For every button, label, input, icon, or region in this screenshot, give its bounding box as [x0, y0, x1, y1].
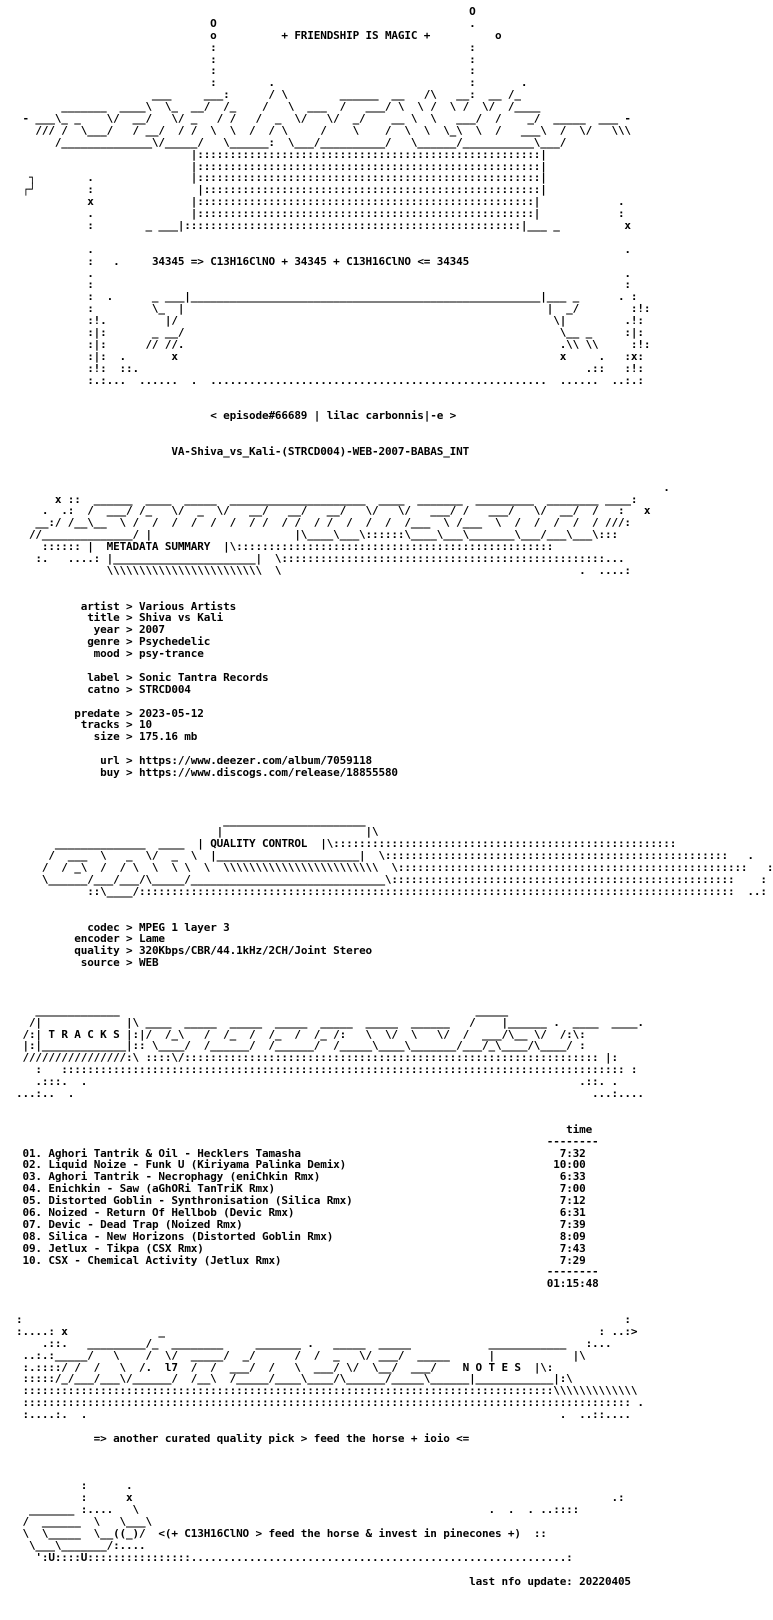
- ascii-art-line: ..:.:_____/ \ / \/ _____/ _/ / / _ \/ ___/ _____ | |\: [16, 1348, 586, 1362]
- ascii-art-line: //______________/ | |\____\___\::::::\____\___\_______\___/___\___\:::: [16, 528, 618, 542]
- track-number: 02.: [22, 1158, 42, 1172]
- track-title: Liquid Noize - Funk U (Kiriyama Palinka Demix): [48, 1158, 347, 1172]
- spacer-line: [16, 803, 648, 815]
- track-title: Aghori Tantrik & Oil - Hecklers Tamasha: [48, 1146, 301, 1160]
- formula-text-line: : . 34345 => C13H16ClNO + 34345 + C13H16ClNO <= 34345: [16, 254, 470, 268]
- quality-row: encoder > Lame: [74, 932, 165, 946]
- spacer-line: [16, 898, 648, 910]
- track-time: 10:00: [553, 1158, 586, 1172]
- ascii-art-line: .::. _________/_ ________ _______ . _____ _____ ____________ :...: [16, 1336, 612, 1350]
- spacer-line: [16, 1457, 648, 1469]
- episode-text-line: [16, 410, 648, 422]
- quality-row: quality > 320Kbps/CBR/44.1kHz/2CH/Joint Stereo: [74, 944, 373, 958]
- metadata-row: label > Sonic Tantra Records: [87, 670, 269, 684]
- metadata-value: psy-trance: [138, 647, 204, 661]
- track-time: 8:09: [559, 1229, 586, 1243]
- ascii-art-line: - ___\_ _ \/ __/ \/ _ / / / _ \/ \/ _/ __ \ \ ___/ / _/ _____ ___ -: [16, 112, 631, 126]
- metadata-row: year > 2007: [93, 623, 165, 637]
- metadata-value: Psychedelic: [139, 635, 211, 649]
- notes-text-line: [16, 1433, 648, 1445]
- spacer-line: [16, 981, 648, 993]
- ascii-art-line: _______ ____\ \_ __/ /_ / \ ___ / ___/ \ \ / \ / \/ /____: [16, 100, 541, 114]
- tracklist-header-line: [16, 1124, 648, 1136]
- ascii-art-line: : . : .: [16, 76, 528, 90]
- metadata-key: buy: [100, 766, 120, 779]
- metadata-key: title: [87, 611, 120, 625]
- spacer-line: [16, 470, 648, 482]
- quality-header-line: ______________ ____ | QUALITY CONTROL |\:::::::::::::::::::::::::::::::::::::::::::::::::::::: [16, 837, 677, 851]
- track-number: 01.: [22, 1146, 42, 1160]
- metadata-row: predate > 2023-05-12: [74, 706, 204, 720]
- ascii-art-line: ┌┘ : |::::::::::::::::::::::::::::::::::::::::::::::::::::|: [16, 183, 547, 197]
- track-time: 7:43: [559, 1241, 586, 1255]
- ascii-art-line: x :: ______ ____ _____ _____________________ ____ _______ _________ ________ ____:: [16, 492, 638, 506]
- ascii-art-line: : . _ ___|______________________________________________________|___ _ . :: [16, 290, 638, 304]
- metadata-row: mood > psy-trance: [93, 647, 204, 661]
- ascii-art-line: . .: [16, 242, 631, 256]
- release-name: VA-Shiva_vs_Kali-(STRCD004)-WEB-2007-BABAS_INT: [171, 444, 470, 458]
- ascii-art-line: ___ ___: / \ ______ __ /\ __: __ /_: [16, 88, 521, 102]
- spacer-line: [16, 1100, 648, 1112]
- metadata-value: Sonic Tantra Records: [139, 670, 269, 684]
- ascii-art-line: \\\\\\\\\\\\\\\\\\\\\\\\ \ . ....:: [16, 563, 631, 577]
- spacer-line: [16, 577, 648, 589]
- spacer-line: [16, 791, 648, 803]
- quality-section-title: QUALITY CONTROL: [210, 837, 308, 851]
- ascii-art-line: |:|_____________|:: \____/ /______/ /______/ /_____\____\_______/___/_\____/\____/ :: [16, 1039, 586, 1053]
- ascii-art-line: : :: [16, 52, 476, 66]
- ascii-art-line: :::::::::::::::::::::::::::::::::::::::::::::::::::::::::::::::::::::::::::::::::::::::::::::: .: [16, 1396, 644, 1410]
- quality-value: 320Kbps/CBR/44.1kHz/2CH/Joint Stereo: [139, 944, 373, 958]
- track-number: 08.: [22, 1229, 42, 1243]
- metadata-row: url > https://www.deezer.com/album/7059118: [100, 754, 373, 768]
- quality-value: WEB: [139, 956, 159, 970]
- track-number: 09.: [22, 1241, 42, 1255]
- track-title: CSX - Chemical Activity (Jetlux Rmx): [48, 1253, 282, 1267]
- ascii-art-line: :!. |/ \| .!:: [16, 314, 644, 328]
- ascii-art-line: --------: [16, 1265, 599, 1279]
- ascii-art-line: : .: [16, 1479, 133, 1493]
- metadata-value: 2007: [138, 623, 165, 637]
- header-tagline-line: o + FRIENDSHIP IS MAGIC + o: [16, 28, 502, 42]
- spacer-line: [16, 458, 648, 470]
- release-name-line: [16, 446, 648, 458]
- quality-value: Lame: [139, 932, 165, 946]
- ascii-art-line: : ::::::::::::::::::::::::::::::::::::::::::::::::::::::::::::::::::::::::::::::::::::::: :: [16, 1063, 638, 1077]
- quality-key: quality: [74, 944, 120, 958]
- ascii-art-line: .: [16, 480, 670, 494]
- ascii-art-line: ______________________: [16, 813, 366, 827]
- notes-section-title: N O T E S: [462, 1360, 521, 1374]
- total-time: 01:15:48: [546, 1277, 599, 1291]
- track-number: 07.: [22, 1217, 42, 1231]
- quality-value: MPEG 1 layer 3: [139, 920, 230, 934]
- footer-line: <(+ C13H16ClNO > feed the horse & invest in pinecones +): [158, 1527, 521, 1540]
- track-time: 7:12: [559, 1194, 586, 1208]
- spacer-line: [16, 1290, 648, 1302]
- track-number: 04.: [22, 1182, 42, 1196]
- ascii-art-line: ////////////////:\ ::::\/:::::::::::::::::::::::::::::::::::::::::::::::::::::::::::::::: |:: [16, 1051, 618, 1065]
- ascii-art-line: : x .:: [16, 1491, 625, 1505]
- ascii-art-line: / ______ \ \___\: [16, 1515, 152, 1529]
- quality-key: codec: [87, 920, 120, 934]
- metadata-value: 175.16 mb: [138, 730, 198, 744]
- ascii-art-line: O: [16, 5, 476, 18]
- metadata-key: genre: [87, 635, 120, 649]
- ascii-art-line: . .: / ___/ /_ \/ _ \/ __/ __/ __/ \/ \/ ___/ / ___/ \/ __/ / : x: [16, 504, 651, 518]
- metadata-row: tracks > 10: [80, 718, 152, 732]
- track-title: Aghori Tantrik - Necrophagy (eniChkin Rmx): [48, 1170, 321, 1184]
- total-time-line: [16, 1278, 648, 1290]
- track-title: Jetlux - Tikpa (CSX Rmx): [48, 1241, 204, 1255]
- track-number: 10.: [22, 1253, 42, 1267]
- tracklist-header-time: time: [566, 1122, 593, 1136]
- metadata-key: predate: [74, 706, 120, 720]
- ascii-art-line: :|: // //. .\\ \\ :!:: [16, 337, 651, 351]
- ascii-art-line: : :: [16, 1312, 631, 1326]
- ascii-art-line: /| |\ ____ _____ _____ _____ _____ _____ ______ / |______ . ____ ____.: [16, 1015, 644, 1029]
- last-update-line: [16, 1576, 648, 1588]
- ascii-art-line: : \_ | | _/ :!:: [16, 302, 651, 316]
- track-title: Devic - Dead Trap (Noized Rmx): [48, 1217, 243, 1231]
- quality-row: codec > MPEG 1 layer 3: [87, 920, 230, 934]
- track-number: 06.: [22, 1205, 42, 1219]
- metadata-row: buy > https://www.discogs.com/release/18855580: [100, 766, 398, 779]
- ascii-art-line: \___\_______/:....: [16, 1538, 146, 1552]
- spacer-line: [16, 1112, 648, 1124]
- metadata-value: 10: [139, 718, 152, 732]
- ascii-art-line: ::::::::::::::::::::::::::::::::::::::::::::::::::::::::::::::::::::::::::::::::::\\\\\\\\\\\\\: [16, 1384, 638, 1398]
- track-number: 03.: [22, 1170, 42, 1184]
- quality-row: source > WEB: [80, 956, 159, 970]
- metadata-section-title: METADATA SUMMARY: [106, 540, 211, 554]
- ascii-art-line: :....:. . . ..::....: [16, 1408, 631, 1422]
- footer-text-line: \ \_____ \__((_)/ <(+ C13H16ClNO > feed the horse & invest in pinecones +) ::: [16, 1527, 547, 1540]
- tracks-section-title: T R A C K S: [48, 1027, 120, 1041]
- track-title: Distorted Goblin - Synthronisation (Silica Rmx): [48, 1194, 353, 1208]
- track-time: 7:39: [559, 1217, 586, 1231]
- ascii-art-line: _____________ _____: [16, 1003, 508, 1017]
- ascii-art-line: : _ ___|::::::::::::::::::::::::::::::::::::::::::::::::::::|___ _ x: [16, 219, 631, 233]
- ascii-art-line: |:::::::::::::::::::::::::::::::::::::::::::::::::::::|: [16, 147, 547, 161]
- ascii-art-line: :.:... ...... . .................................................... ...... ..:.:: [16, 373, 644, 387]
- ascii-art-line: :|: . x x . :x:: [16, 349, 644, 363]
- metadata-value: https://www.deezer.com/album/7059118: [139, 754, 373, 768]
- ascii-art-line: __:/ /__\__ \ / / / / / / / / / / / / / / / /___ \ /___ \ / / / / / ///:: [16, 516, 631, 530]
- metadata-value: Shiva vs Kali: [139, 611, 224, 625]
- track-time: 7:29: [559, 1253, 586, 1267]
- metadata-key: size: [93, 730, 120, 744]
- ascii-art-line: | |\: [16, 825, 379, 839]
- track-time: 6:31: [559, 1205, 586, 1219]
- metadata-value: https://www.discogs.com/release/18855580: [139, 766, 398, 779]
- track-title: Enichkin - Saw (aGhORi TanTriK Rmx): [48, 1182, 275, 1196]
- ascii-art-line: :::::/_/___/___\/______/ /__\ /_____/____\____/\______/_____\______|____________|:\: [16, 1372, 573, 1386]
- metadata-row: catno > STRCD004: [87, 682, 191, 696]
- metadata-row: genre > Psychedelic: [87, 635, 211, 649]
- ascii-art-line: /// / \___/ / __/ / / \ \ / / \ / \ / \ \ \_\ \ / ___\ / \/ \\\: [16, 123, 631, 137]
- track-number: 05.: [22, 1194, 42, 1208]
- ascii-art-line: : :: [16, 64, 476, 78]
- spacer-line: [16, 969, 648, 981]
- metadata-row: title > Shiva vs Kali: [87, 611, 224, 625]
- metadata-value: Various Artists: [139, 599, 237, 613]
- ascii-art-line: :....: x _ : ..:>: [16, 1324, 638, 1338]
- metadata-key: label: [87, 670, 120, 684]
- metadata-header-line: :::::: | METADATA SUMMARY |\:::::::::::::::::::::::::::::::::::::::::::::::::: [16, 540, 554, 554]
- metadata-key: url: [100, 754, 120, 768]
- metadata-row: artist > Various Artists: [80, 599, 237, 613]
- ascii-art-line: O .: [16, 16, 476, 30]
- metadata-key: mood: [93, 647, 120, 661]
- ascii-art-line: :. ....: |______________________| \::::::::::::::::::::::::::::::::::::::::::::::::::...: [16, 551, 625, 565]
- ascii-art-line: x |::::::::::::::::::::::::::::::::::::::::::::::::::::| .: [16, 195, 625, 209]
- ascii-art-line: / / _\ / / \ \ \ \ \ \\\\\\\\\\\\\\\\\\\\\\\\ \:::::::::::::::::::::::::::::::::::::::::::::::::::::: :: [16, 861, 773, 875]
- quality-key: encoder: [74, 932, 120, 946]
- ascii-art-line: /______________\/_____/ \______: \___/__________/ \______/___________\___/: [16, 135, 567, 149]
- quality-key: source: [80, 956, 120, 970]
- ascii-art-line: ':U::::U::::::::::::::::..........................................................:: [16, 1550, 573, 1564]
- formula-line: 34345 => C13H16ClNO + 34345 + C13H16ClNO <= 34345: [151, 254, 470, 268]
- ascii-art-line: ::\____/:::::::::::::::::::::::::::::::::::::::::::::::::::::::::::::::::::::::::::::::::::::::::::: ..:: [16, 884, 767, 898]
- last-update: last nfo update: 20220405: [469, 1574, 631, 1588]
- header-tagline: + FRIENDSHIP IS MAGIC +: [281, 28, 431, 42]
- track-time: 7:32: [559, 1146, 586, 1160]
- metadata-key: artist: [80, 599, 120, 613]
- spacer-line: [16, 1445, 648, 1457]
- ascii-art-line: : :: [16, 40, 476, 54]
- ascii-art-line: _______ :.... \ . . . ..::::: [16, 1503, 580, 1517]
- episode-line: < episode#66689 | lilac carbonnis|-e >: [210, 409, 457, 423]
- ascii-art-line: .:::. . .::. .: [16, 1075, 618, 1089]
- ascii-art-line: . |::::::::::::::::::::::::::::::::::::::::::::::::::::| :: [16, 207, 625, 221]
- spacer-line: [16, 387, 648, 399]
- ascii-art-line: --------: [16, 1134, 599, 1148]
- spacer-line: [16, 422, 648, 434]
- track-title: Silica - New Horizons (Distorted Goblin Rmx): [48, 1229, 334, 1243]
- ascii-art-line: |:::::::::::::::::::::::::::::::::::::::::::::::::::::|: [16, 159, 547, 173]
- tracks-header-line: /:| T R A C K S |:|/ /_\ / /_ / /_ / /_ /: \ \/ \ \/ / ___/\__ \/ /:\:: [16, 1027, 586, 1041]
- ascii-art-line: ...:.. . ...:....: [16, 1087, 644, 1101]
- metadata-row: size > 175.16 mb: [93, 730, 198, 744]
- metadata-key: year: [93, 623, 120, 637]
- ascii-art-line: ┐ . |:::::::::::::::::::::::::::::::::::::::::::::::::::::|: [16, 171, 547, 185]
- ascii-art-line: / ___ \ _ \/ _ \ |______________________| \::::::::::::::::::::::::::::::::::::::::::::::::::::: .: [16, 849, 754, 863]
- metadata-key: tracks: [80, 718, 120, 732]
- spacer-line: [16, 779, 648, 791]
- ascii-art-line: . .: [16, 266, 631, 280]
- metadata-value: 2023-05-12: [139, 706, 204, 720]
- ascii-art-line: :!: ::. .:: :!:: [16, 361, 644, 375]
- metadata-key: catno: [87, 682, 120, 696]
- ascii-art-line: \______/___/___/\_____/______________________________\::::::::::::::::::::::::::::::::::::::::::::::::::::: :: [16, 873, 767, 887]
- ascii-art-line: :|: _ __/ \__ _ :|:: [16, 326, 644, 340]
- notes-header-line: :.::::/ / / \ /. l7 / / ___/ / \ ___/ \/ \__/ ___/ N O T E S |\:: [16, 1360, 554, 1374]
- track-title: Noized - Return Of Hellbob (Devic Rmx): [48, 1205, 295, 1219]
- ascii-art-line: : :: [16, 278, 631, 292]
- notes-line: => another curated quality pick > feed the horse + ioio <=: [93, 1431, 470, 1445]
- metadata-value: STRCD004: [139, 682, 191, 696]
- track-time: 6:33: [559, 1170, 586, 1184]
- track-time: 7:00: [559, 1182, 586, 1196]
